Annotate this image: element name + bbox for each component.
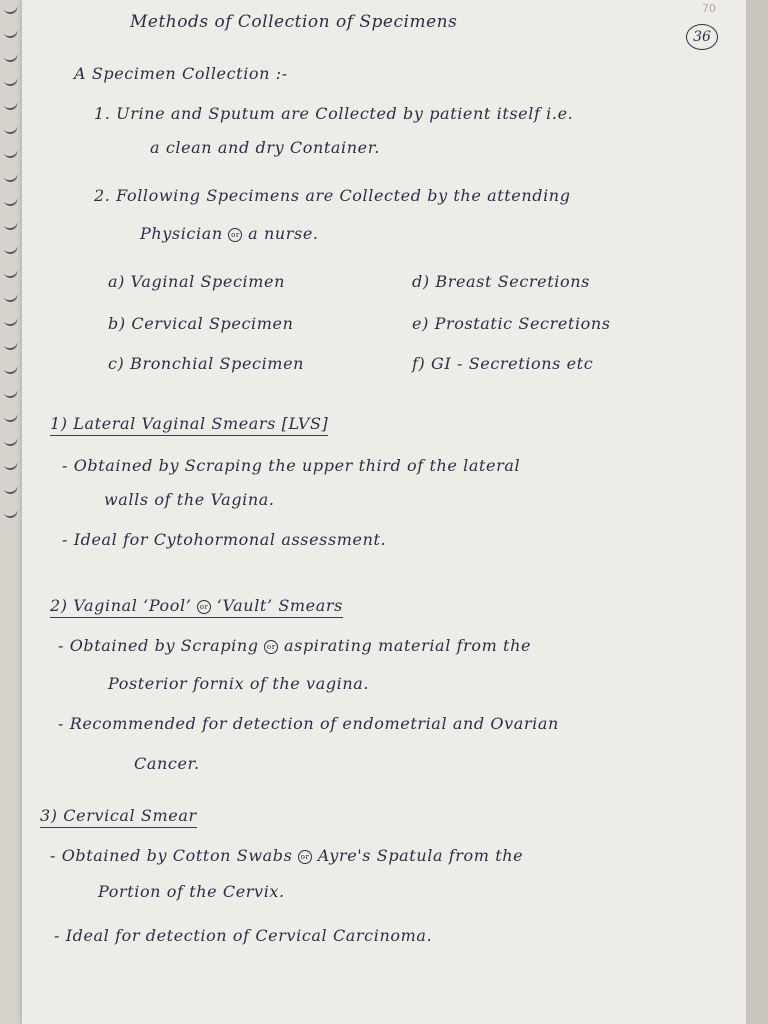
section-2-heading-text xyxy=(50,596,343,618)
section-1-heading xyxy=(50,414,328,433)
section-2-line-2: Posterior fornix of the vagina. xyxy=(108,674,370,693)
spiral-hole-icon xyxy=(3,245,18,256)
notebook-spiral-edge xyxy=(0,0,22,1024)
section-2-heading-b: ‘Vault’ Smears xyxy=(216,596,343,615)
faint-page-number: 70 xyxy=(702,2,716,15)
section-2-heading-a: 2) Vaginal ‘Pool’ xyxy=(50,596,192,615)
spiral-hole-icon xyxy=(3,437,18,448)
or-circle-icon: or xyxy=(197,600,211,614)
spiral-hole-icon xyxy=(3,389,18,400)
spiral-hole-icon xyxy=(3,197,18,208)
spiral-hole-icon xyxy=(3,101,18,112)
spiral-hole-icon xyxy=(3,173,18,184)
or-circle-icon: or xyxy=(298,850,312,864)
section-1-line-1: - Obtained by Scraping the upper third of the lateral xyxy=(62,456,521,475)
section-a-heading: A Specimen Collection :- xyxy=(74,64,288,83)
spiral-hole-icon xyxy=(3,413,18,424)
spiral-hole-icon xyxy=(3,509,18,520)
spiral-hole-icon xyxy=(3,5,18,16)
section-3-line-3: - Ideal for detection of Cervical Carcinoma. xyxy=(54,926,433,945)
section-2-line-4: Cancer. xyxy=(134,754,200,773)
spiral-hole-icon xyxy=(3,269,18,280)
spiral-hole-icon xyxy=(3,293,18,304)
section-1-line-2: walls of the Vagina. xyxy=(104,490,275,509)
spiral-hole-icon xyxy=(3,77,18,88)
section-3-heading xyxy=(40,806,197,825)
or-circle-icon: or xyxy=(228,228,242,242)
section-2-line-3: - Recommended for detection of endometrial and Ovarian xyxy=(58,714,559,733)
spiral-hole-icon xyxy=(3,149,18,160)
section-2-line-1 xyxy=(58,636,531,655)
point-2-line-2 xyxy=(140,224,319,243)
spiral-hole-icon xyxy=(3,485,18,496)
spiral-hole-icon xyxy=(3,341,18,352)
spiral-hole-icon xyxy=(3,221,18,232)
section-3-line-1 xyxy=(50,846,523,865)
section-3-line-1-a: - Obtained by Cotton Swabs xyxy=(50,846,293,865)
point-1-line-1: 1. Urine and Sputum are Collected by patient itself i.e. xyxy=(94,104,574,123)
section-3-line-1-b: Ayre's Spatula from the xyxy=(317,846,524,865)
spiral-hole-icon xyxy=(3,365,18,376)
spiral-hole-icon xyxy=(3,461,18,472)
point-1-line-2: a clean and dry Container. xyxy=(150,138,380,157)
point-2-line-1: 2. Following Specimens are Collected by the attending xyxy=(94,186,571,205)
spiral-hole-icon xyxy=(3,53,18,64)
list-item: e) Prostatic Secretions xyxy=(412,314,611,333)
page-number: 36 xyxy=(686,24,718,50)
spiral-hole-icon xyxy=(3,125,18,136)
list-item: c) Bronchial Specimen xyxy=(108,354,305,373)
point-2-physician: Physician xyxy=(140,224,223,243)
section-3-heading-text: 3) Cervical Smear xyxy=(40,806,197,828)
point-2-nurse: a nurse. xyxy=(248,224,319,243)
page-title: Methods of Collection of Specimens xyxy=(130,12,458,32)
spiral-hole-icon xyxy=(3,317,18,328)
section-2-line-1-a: - Obtained by Scraping xyxy=(58,636,259,655)
section-1-heading-text: 1) Lateral Vaginal Smears [LVS] xyxy=(50,414,328,436)
or-circle-icon: or xyxy=(264,640,278,654)
notebook-page xyxy=(22,0,746,1024)
list-item: b) Cervical Specimen xyxy=(108,314,294,333)
list-item: f) GI - Secretions etc xyxy=(412,354,594,373)
section-3-line-2: Portion of the Cervix. xyxy=(98,882,285,901)
section-1-line-3: - Ideal for Cytohormonal assessment. xyxy=(62,530,387,549)
list-item: a) Vaginal Specimen xyxy=(108,272,285,291)
section-2-heading xyxy=(50,596,343,615)
spiral-hole-icon xyxy=(3,29,18,40)
list-item: d) Breast Secretions xyxy=(412,272,590,291)
section-2-line-1-b: aspirating material from the xyxy=(284,636,532,655)
